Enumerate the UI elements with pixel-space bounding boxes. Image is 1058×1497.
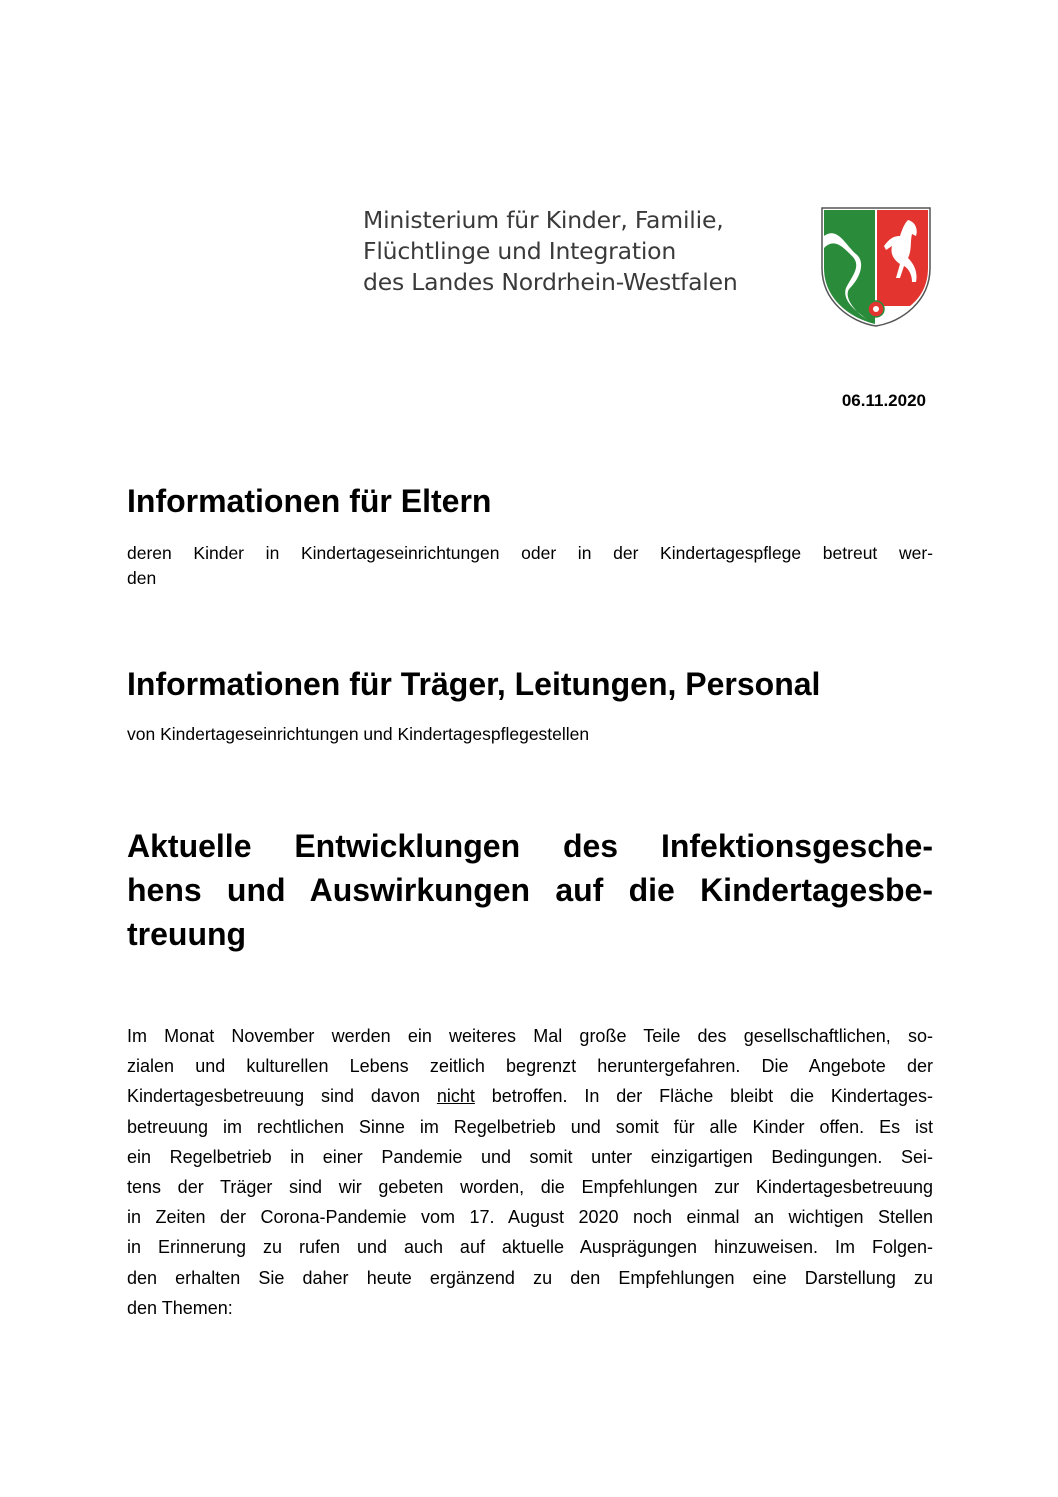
subtitle-providers: von Kindertageseinrichtungen und Kindertagespflegestellen xyxy=(127,724,590,744)
body-line: in Erinnerung zu rufen und auch auf aktuelle Ausprägungen hinzuweisen. Im Folgen- xyxy=(127,1237,933,1258)
body-line xyxy=(127,1081,933,1111)
body-line: betreuung im rechtlichen Sinne im Regelbetrieb und somit für alle Kinder offen. Es ist xyxy=(127,1116,933,1137)
body-line: ein Regelbetrieb in einer Pandemie und somit unter einzigartigen Bedingungen. Sei- xyxy=(127,1146,933,1167)
main-heading xyxy=(127,824,933,956)
main-heading-line-3: treuung xyxy=(127,916,247,952)
body-line: zialen und kulturellen Lebens zeitlich begrenzt heruntergefahren. Die Angebote der xyxy=(127,1056,933,1077)
ministry-line-3: des Landes Nordrhein-Westfalen xyxy=(363,268,738,296)
body-line-part: betroffen. In der Fläche bleibt die Kindertages- xyxy=(491,1086,933,1107)
heading-providers: Informationen für Träger, Leitungen, Personal xyxy=(127,666,821,702)
body-line: Im Monat November werden ein weiteres Mal große Teile des gesellschaftlichen, so- xyxy=(127,1026,933,1046)
body-line: in Zeiten der Corona-Pandemie vom 17. August 2020 noch einmal an wichtigen Stellen xyxy=(127,1207,933,1228)
ministry-name xyxy=(363,205,803,298)
body-line: den erhalten Sie daher heute ergänzend zu den Empfehlungen eine Darstellung zu xyxy=(127,1267,933,1288)
body-line: tens der Träger sind wir gebeten worden, die Empfehlungen zur Kindertagesbetreuung xyxy=(127,1176,933,1197)
ministry-line-1: Ministerium für Kinder, Familie, xyxy=(363,206,724,234)
subtitle-parents xyxy=(127,541,933,591)
heading-parents: Informationen für Eltern xyxy=(127,483,492,519)
document-date: 06.11.2020 xyxy=(841,391,926,410)
nrw-coat-of-arms-icon xyxy=(820,206,932,328)
body-line-part: Kindertagesbetreuung sind davon xyxy=(127,1086,420,1107)
ministry-line-2: Flüchtlinge und Integration xyxy=(363,237,677,265)
subtitle-parents-line-1: deren Kinder in Kindertageseinrichtungen oder in der Kindertagespflege betreut wer- xyxy=(127,543,933,563)
body-line: den Themen: xyxy=(127,1297,233,1318)
main-heading-line-1: Aktuelle Entwicklungen des Infektionsgesche- xyxy=(127,828,933,864)
main-heading-line-2: hens und Auswirkungen auf die Kindertagesbe- xyxy=(127,872,933,908)
emphasis-not: nicht xyxy=(436,1086,475,1107)
subtitle-parents-line-2: den xyxy=(127,568,157,588)
body-paragraph xyxy=(127,1021,933,1323)
